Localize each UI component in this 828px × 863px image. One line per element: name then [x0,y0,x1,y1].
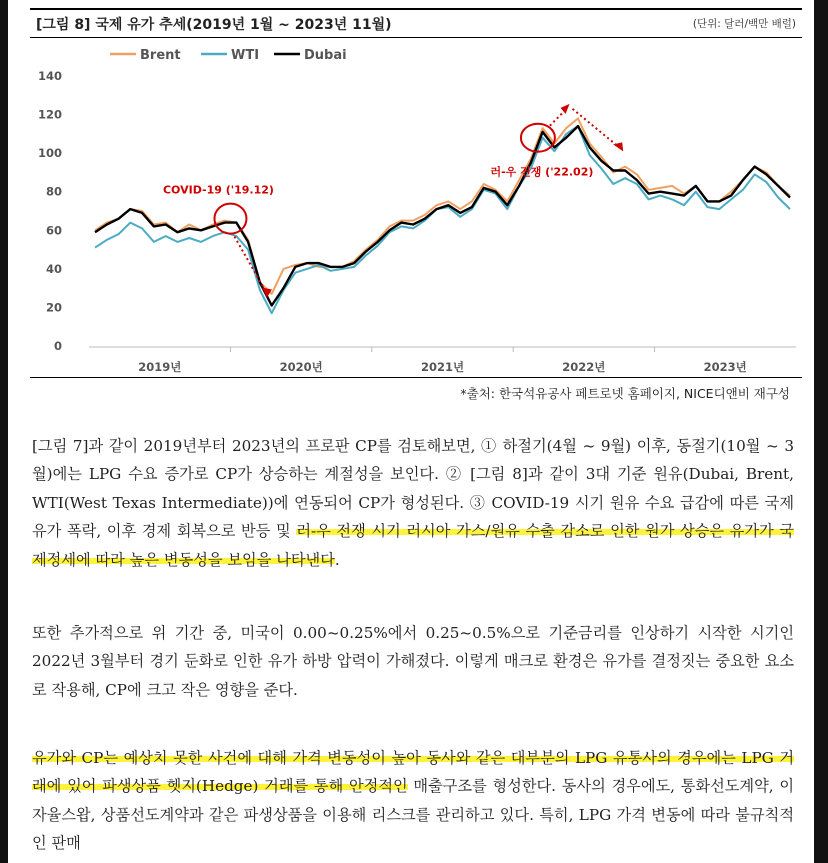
covid-circle [214,204,246,234]
figure-title: [그림 8] 국제 유가 추세(2019년 1월 ~ 2023년 11월) [36,16,392,33]
legend-label-brent: Brent [140,48,181,63]
chart-legend [110,48,347,63]
series-lines [95,118,790,313]
chart-annotations [163,104,623,298]
war-arrowhead-up [561,104,570,114]
x-tick-label: 2020년 [279,360,323,374]
figure-header [30,8,802,38]
y-tick-label: 100 [37,146,62,161]
y-tick-label: 40 [45,261,62,276]
paragraph-1-text: [그림 7]과 같이 2019년부터 2023년의 프로판 CP를 검토해보면, ① 하절기(4월 ~ 9월) 이후, 동절기(10월 ~ 3월)에는 LPG 수요 증가로 CP가 상승하는 계절성을 보인다. ② [그림 8]과 같이 3대 기준 원유(Dubai, Brent, WTI(West Texas Intermediate))에 연동되어 CP가 형성된다. ③ COVID-19 시기 원유 수요 급감에 따른 국제 유가 폭락, 이후 경제 회복으로 반등 및 [32,437,794,541]
y-tick-label: 60 [45,223,62,238]
figure-unit: (단위: 달러/백만 배럴) [692,18,796,30]
figure-source: *출처: 한국석유공사 페트로넷 홈페이지, NICE디앤비 재구성 [460,386,790,401]
paragraph-1 [32,432,794,574]
war-annotation-label: 러-우 전쟁 ('22.02) [490,165,594,179]
paragraph-3-text: 매출구조를 형성한다. 동사의 경우에도, 통화선도계약, 이자율스왑, 상품선도계약과 같은 파생상품을 이용해 리스크를 관리하고 있다. 특히, LPG 가격 변동에 따라 불규칙적인 판매 [32,777,794,853]
x-axis [89,347,796,374]
oil-price-chart [30,40,802,378]
paragraph-2: 또한 추가적으로 위 기간 중, 미국이 0.00~0.25%에서 0.25~0.5%으로 기준금리를 인상하기 시작한 시기인 2022년 3월부터 경기 둔화로 인한 유가 하방 압력이 가해졌다. 이렇게 매크로 환경은 유가를 결정짓는 중요한 요소로 작용해, CP에 크고 작은 영향을 준다. [32,624,794,699]
war-arrowhead-down [613,142,623,151]
war-arrow-up [550,110,566,126]
paragraph-3-highlight: 유가와 CP는 예상치 못한 사건에 대해 가격 변동성이 높아 동사와 같은 대부분의 LPG 유통사의 경우에는 LPG 거래에 있어 파생상품 헷지(Hedge) 거래를 통해 안정적인 [32,749,794,796]
y-tick-label: 20 [45,300,62,315]
x-tick-label: 2022년 [562,360,606,374]
right-frame-bar [814,0,828,863]
y-axis [38,69,62,353]
chart-svg [30,40,802,378]
left-frame-bar [0,0,8,863]
series-line-dubai [95,126,790,305]
x-tick-label: 2023년 [703,360,747,374]
y-tick-label: 120 [37,107,62,122]
x-tick-label: 2019년 [138,360,182,374]
x-tick-label: 2021년 [420,360,465,374]
y-tick-label: 140 [37,69,62,83]
paragraph-3 [32,744,794,858]
y-tick-label: 80 [45,184,62,199]
series-line-wti [95,126,790,313]
legend-label-wti: WTI [231,48,260,63]
covid-annotation-label: COVID-19 ('19.12) [162,183,274,197]
paragraph-1-end: . [334,550,340,569]
legend-label-dubai: Dubai [304,48,347,63]
covid-arrow [234,237,267,294]
y-tick-label: 0 [53,339,62,353]
paragraph-1-highlight: 러-우 전쟁 시기 러시아 가스/원유 수출 감소로 인한 원가 상승은 유가가 국제정세에 따라 높은 변동성을 보임을 나타낸다 [32,522,794,569]
